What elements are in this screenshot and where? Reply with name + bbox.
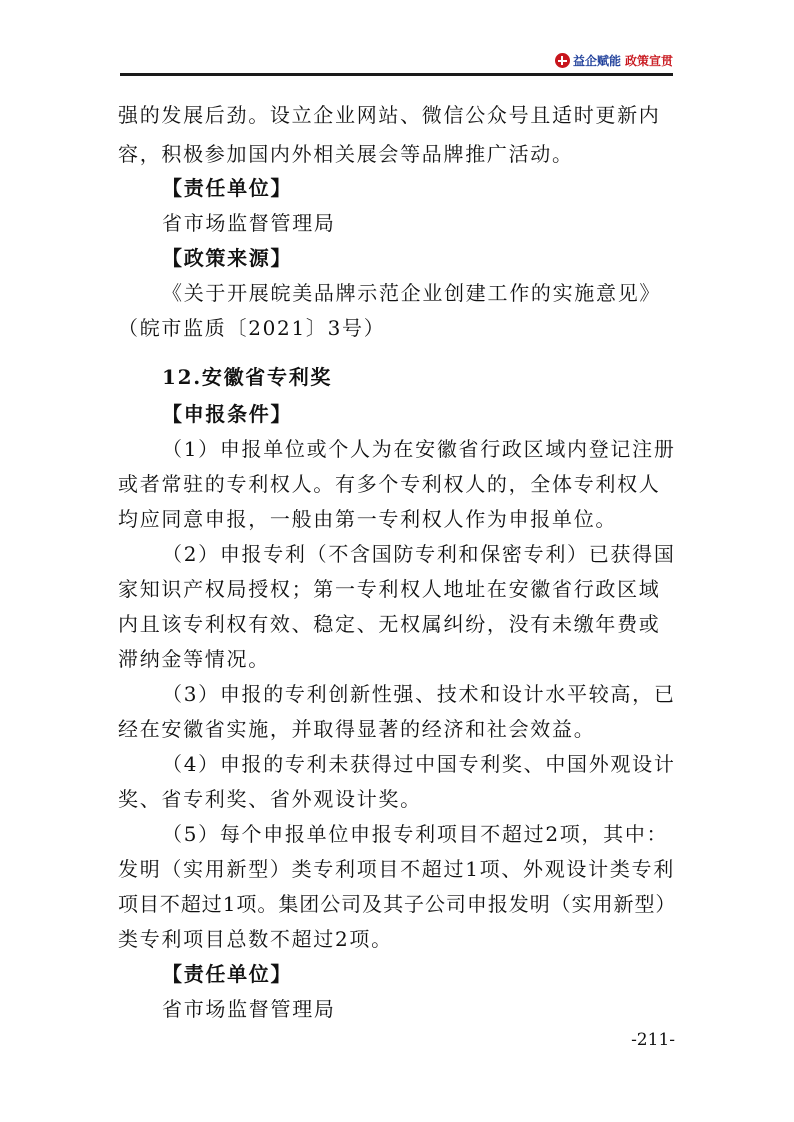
logo-primary-text: 益企赋能 bbox=[572, 54, 621, 68]
body-line: 发明（实用新型）类专利项目不超过1项、外观设计类专利 bbox=[118, 857, 675, 881]
section-heading: 【申报条件】 bbox=[162, 402, 293, 426]
body-line: （2）申报专利（不含国防专利和保密专利）已获得国 bbox=[162, 542, 676, 566]
section-heading: 【政策来源】 bbox=[162, 246, 293, 270]
body-line: 项目不超过1项。集团公司及其子公司申报发明（实用新型） bbox=[118, 892, 677, 916]
body-line: （皖市监质〔2021〕3号） bbox=[118, 316, 386, 340]
body-line: （1）申报单位或个人为在安徽省行政区域内登记注册 bbox=[162, 437, 676, 461]
body-line: 均应同意申报，一般由第一专利权人作为申报单位。 bbox=[118, 507, 618, 531]
body-line: 类专利项目总数不超过2项。 bbox=[118, 927, 393, 951]
item-title: 12.安徽省专利奖 bbox=[162, 365, 333, 389]
publisher-logo bbox=[555, 52, 673, 69]
body-line: 滞纳金等情况。 bbox=[118, 647, 270, 671]
logo-secondary-text: 政策宣贯 bbox=[624, 54, 673, 68]
page-number: -211- bbox=[631, 1030, 675, 1050]
body-line: 省市场监督管理局 bbox=[162, 997, 336, 1021]
body-line: 容，积极参加国内外相关展会等品牌推广活动。 bbox=[118, 142, 574, 166]
body-line: 经在安徽省实施，并取得显著的经济和社会效益。 bbox=[118, 717, 596, 741]
section-heading: 【责任单位】 bbox=[162, 962, 293, 986]
body-line: 强的发展后劲。设立企业网站、微信公众号且适时更新内 bbox=[118, 103, 661, 127]
page-header bbox=[120, 50, 673, 74]
body-line: 省市场监督管理局 bbox=[162, 211, 336, 235]
body-line: （3）申报的专利创新性强、技术和设计水平较高，已 bbox=[162, 682, 676, 706]
body-line: （5）每个申报单位申报专利项目不超过2项，其中： bbox=[162, 822, 669, 846]
body-line: 内且该专利权有效、稳定、无权属纠纷，没有未缴年费或 bbox=[118, 612, 661, 636]
cross-circle-icon bbox=[555, 53, 570, 68]
body-line: （4）申报的专利未获得过中国专利奖、中国外观设计 bbox=[162, 752, 676, 776]
body-line: 《关于开展皖美品牌示范企业创建工作的实施意见》 bbox=[162, 281, 662, 305]
header-rule bbox=[120, 73, 673, 76]
section-heading: 【责任单位】 bbox=[162, 176, 293, 200]
body-line: 或者常驻的专利权人。有多个专利权人的，全体专利权人 bbox=[118, 472, 661, 496]
body-line: 家知识产权局授权；第一专利权人地址在安徽省行政区域 bbox=[118, 577, 661, 601]
body-line: 奖、省专利奖、省外观设计奖。 bbox=[118, 787, 422, 811]
